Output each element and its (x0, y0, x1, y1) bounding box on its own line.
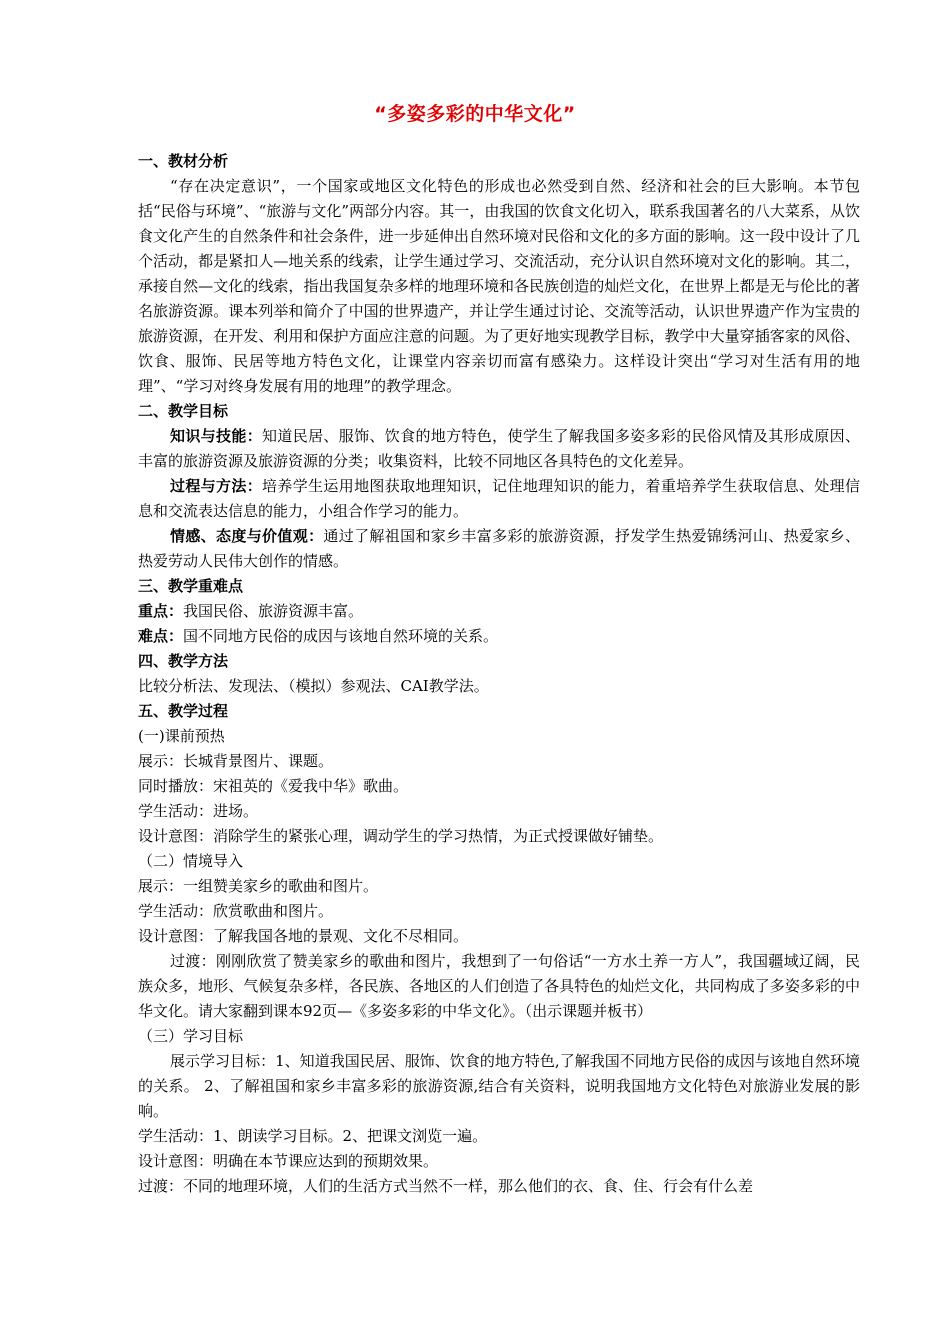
section-heading-goals: 二、教学目标 (138, 402, 229, 420)
goal-process-label: 过程与方法： (170, 477, 263, 495)
objectives-activity: 学生活动：1、朗读学习目标。2、把课文浏览一遍。 (138, 1127, 488, 1145)
materials-paragraph: “存在决定意识”，一个国家或地区文化特色的形成也必然受到自然、经济和社会的巨大影响。本节包括“民俗与环境”、“旅游与文化”两部分内容。其一，由我国的饮食文化切入，联系我国著名的八大菜系，从饮食文化产生的自然条件和社会条件，进一步延伸出自然环境对民俗和文化的多方面的影响。这一段中设计了几个活动，都是紧扣人—地关系的线索，让学生通过学习、交流活动，充分认识自然环境对文化的影响。其二，承接自然—文化的线索，指出我国复杂多样的地理环境和各民族创造的灿烂文化，在世界上都是无与伦比的著名旅游资源。课本列举和简介了中国的世界遗产，并让学生通过讨论、交流等活动，认识世界遗产作为宝贵的旅游资源，在开发、利用和保护方面应注意的问题。为了更好地实现教学目标，教学中大量穿插客家的风俗、饮食、服饰、民居等地方特色文化，让课堂内容亲切而富有感染力。这样设计突出“学习对生活有用的地理”、“学习对终身发展有用的地理”的教学理念。 (138, 177, 860, 395)
warmup-intent: 设计意图：消除学生的紧张心理，调动学生的学习热情，为正式授课做好铺垫。 (138, 827, 664, 845)
warmup-play: 同时播放：宋祖英的《爱我中华》歌曲。 (138, 777, 409, 795)
key-point-label: 重点： (138, 602, 184, 620)
section-heading-process: 五、教学过程 (138, 702, 229, 720)
goal-knowledge-text: 知道民居、服饰、饮食的地方特色，使学生了解我国多姿多彩的民俗风情及其形成原因、丰富的旅游资源及旅游资源的分类；收集资料，比较不同地区各具特色的文化差异。 (138, 427, 860, 470)
subsection-heading-intro: （二）情境导入 (138, 852, 244, 870)
objectives-intent: 设计意图：明确在本节课应达到的预期效果。 (138, 1152, 439, 1170)
goal-emotion-label: 情感、态度与价值观： (170, 527, 324, 545)
warmup-show: 展示：长城背景图片、课题。 (138, 752, 334, 770)
goal-process-text: 培养学生运用地图获取地理知识，记住地理知识的能力，着重培养学生获取信息、处理信息和交流表达信息的能力，小组合作学习的能力。 (138, 477, 860, 520)
difficult-point-text: 国不同地方民俗的成因与该地自然环境的关系。 (183, 627, 499, 645)
intro-transition: 过渡：刚刚欣赏了赞美家乡的歌曲和图片，我想到了一句俗话“一方水土养一方人”，我国疆域辽阔，民族众多，地形、气候复杂多样，各民族、各地区的人们创造了各具特色的灿烂文化，共同构成了多姿多彩的中华文化。请大家翻到课本92页—《多姿多彩的中华文化》。（出示课题并板书） (138, 952, 860, 1020)
document-title: “多姿多彩的中华文化” (374, 103, 576, 125)
methods-text: 比较分析法、发现法、（模拟）参观法、CAI教学法。 (138, 677, 489, 695)
intro-activity: 学生活动：欣赏歌曲和图片。 (138, 902, 334, 920)
difficult-point-label: 难点： (138, 627, 184, 645)
section-heading-key-points: 三、教学重难点 (138, 577, 244, 595)
key-point-text: 我国民俗、旅游资源丰富。 (183, 602, 364, 620)
subsection-heading-warmup: (一)课前预热 (138, 727, 225, 745)
goal-knowledge (138, 424, 860, 474)
goal-knowledge-label: 知识与技能： (170, 427, 263, 445)
difficult-point (138, 624, 860, 649)
intro-intent: 设计意图：了解我国各地的景观、文化不尽相同。 (138, 927, 469, 945)
key-point (138, 599, 860, 624)
warmup-activity: 学生活动：进场。 (138, 802, 259, 820)
section-heading-methods: 四、教学方法 (138, 652, 229, 670)
subsection-heading-objectives: （三）学习目标 (138, 1027, 244, 1045)
goal-emotion-text: 通过了解祖国和家乡丰富多彩的旅游资源，抒发学生热爱锦绣河山、热爱家乡、热爱劳动人民伟大创作的情感。 (138, 527, 860, 570)
goal-process (138, 474, 860, 524)
section-heading-materials: 一、教材分析 (138, 152, 229, 170)
objectives-show: 展示学习目标：1、知道我国民居、服饰、饮食的地方特色,了解我国不同地方民俗的成因与该地自然环境的关系。 2、了解祖国和家乡丰富多彩的旅游资源,结合有关资料，说明我国地方文化特色对旅游业发展的影响。 (138, 1052, 860, 1120)
document-body (138, 149, 860, 1199)
intro-show: 展示：一组赞美家乡的歌曲和图片。 (138, 877, 379, 895)
goal-emotion (138, 524, 860, 574)
objectives-transition: 过渡：不同的地理环境，人们的生活方式当然不一样，那么他们的衣、食、住、行会有什么差 (138, 1177, 754, 1195)
